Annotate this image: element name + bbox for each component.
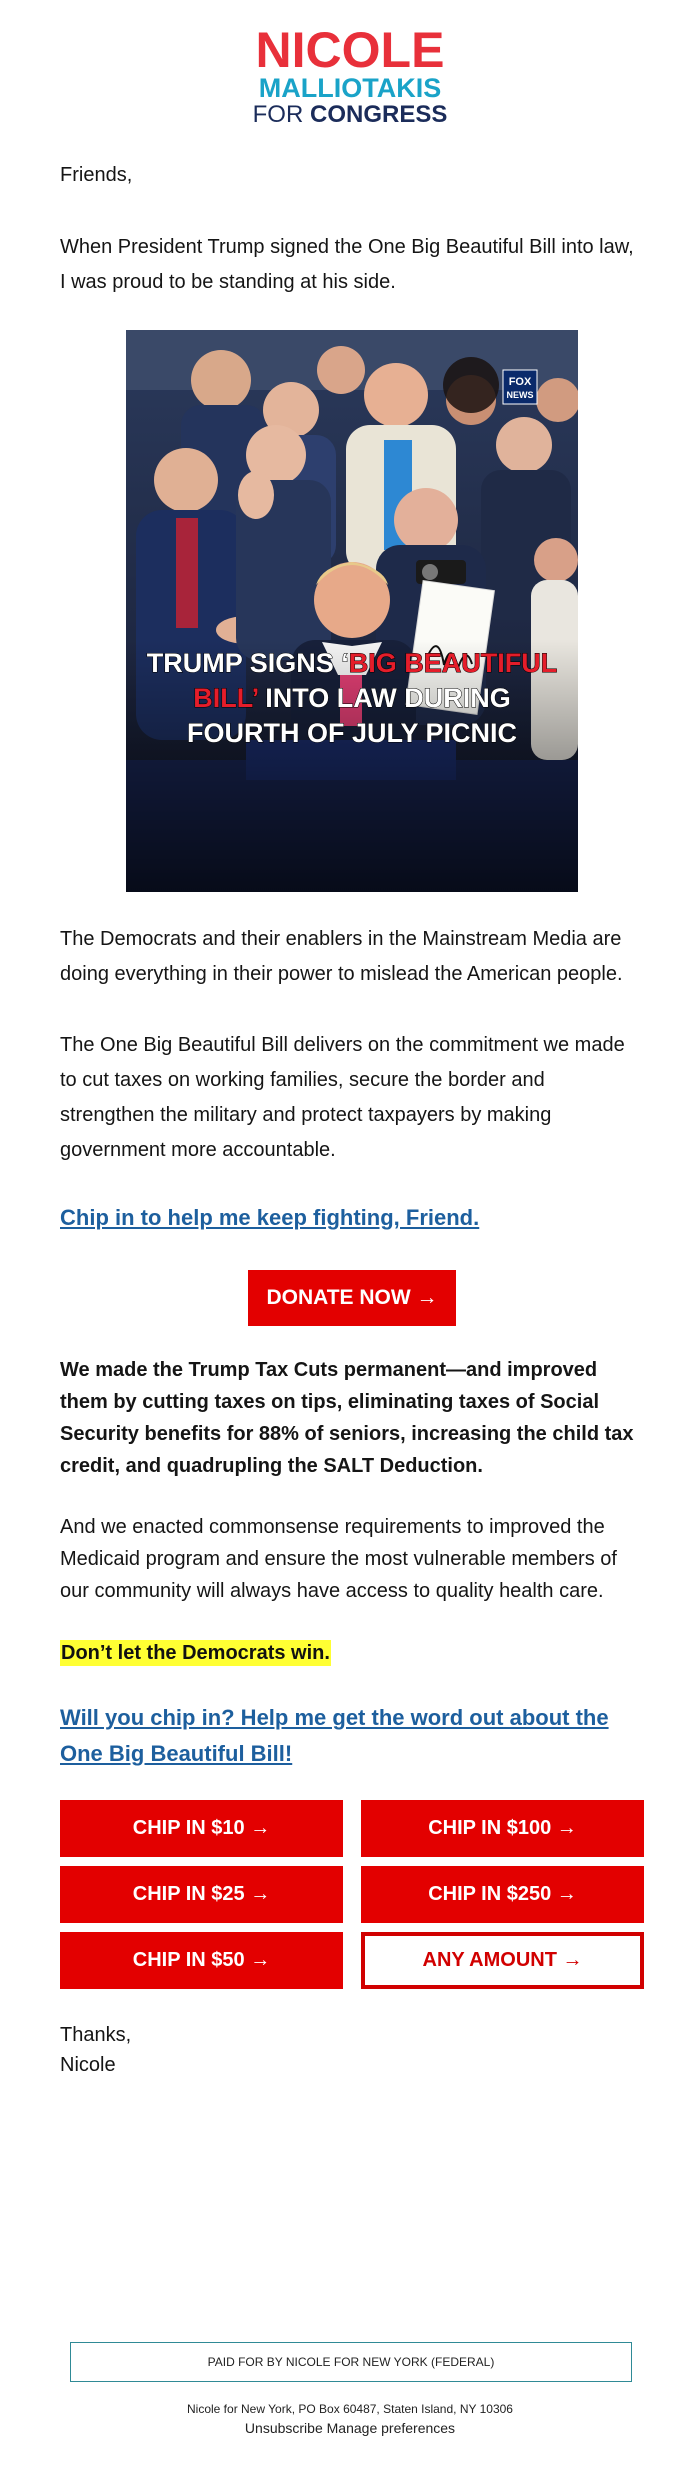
campaign-logo — [0, 22, 700, 128]
commitment-paragraph: The One Big Beautiful Bill delivers on the commitment we made to cut taxes on working families, secure the border and strengthen the military and protect taxpayers by making government more accountable. — [60, 1034, 625, 1161]
chip-in-word-out-link[interactable]: Will you chip in? Help me get the word out about the One Big Beautiful Bill! — [60, 1705, 609, 1766]
chip-in-50-button[interactable]: CHIP IN $50 → — [60, 1932, 343, 1989]
manage-preferences-link[interactable]: Manage preferences — [326, 2420, 456, 2436]
signoff-name: Nicole — [60, 2054, 116, 2076]
photo-illustration — [126, 330, 578, 892]
logo-for: FOR — [252, 101, 304, 128]
paid-for-disclaimer: PAID FOR BY NICOLE FOR NEW YORK (FEDERAL) — [70, 2342, 632, 2382]
fox-badge-line2: NEWS — [506, 390, 534, 400]
signoff-thanks: Thanks, — [60, 2024, 132, 2046]
chip-in-100-button[interactable]: CHIP IN $100 → — [361, 1800, 644, 1857]
dont-let-democrats-win: Don’t let the Democrats win. — [61, 1642, 330, 1664]
logo-congress: CONGRESS — [309, 101, 448, 128]
donate-now-button[interactable]: DONATE NOW → — [248, 1270, 456, 1326]
unsubscribe-link[interactable]: Unsubscribe — [244, 2420, 323, 2436]
photo-headline-line-1: TRUMP SIGNS ‘BIG BEAUTIFUL — [146, 648, 558, 678]
footer-address: Nicole for New York, PO Box 60487, Staten Island, NY 10306 — [187, 2402, 513, 2416]
any-amount-button[interactable]: ANY AMOUNT → — [361, 1932, 644, 1989]
bill-signing-photo — [126, 330, 578, 892]
photo-headline-line-3: FOURTH OF JULY PICNIC — [186, 718, 518, 748]
medicaid-paragraph: And we enacted commonsense requirements to improved the Medicaid program and ensure the most vulnerable members of our community will always have access to quality health care. — [60, 1516, 617, 1602]
logo-line-1: NICOLE — [255, 22, 445, 78]
media-paragraph: The Democrats and their enablers in the Mainstream Media are doing everything in their power to mislead the American people. — [60, 928, 623, 985]
greeting: Friends, — [60, 164, 133, 186]
photo-headline-line-2: BILL’ INTO LAW DURING — [193, 683, 511, 713]
fox-news-logo — [503, 370, 537, 404]
fox-badge-line1: FOX — [508, 376, 532, 388]
chip-in-fighting-link[interactable]: Chip in to help me keep fighting, Friend. — [60, 1205, 480, 1230]
chip-in-10-button[interactable]: CHIP IN $10 → — [60, 1800, 343, 1857]
chip-in-250-button[interactable]: CHIP IN $250 → — [361, 1866, 644, 1923]
intro-paragraph: When President Trump signed the One Big Beautiful Bill into law, I was proud to be standing at his side. — [60, 236, 634, 293]
footer-links — [0, 2420, 700, 2436]
logo-line-2: MALLIOTAKIS — [258, 73, 442, 103]
logo-line-3 — [0, 102, 700, 128]
tax-cuts-paragraph: We made the Trump Tax Cuts permanent—and improved them by cutting taxes on tips, eliminating taxes of Social Security benefits for 88% of seniors, increasing the child tax credit, and quadrupling the SALT Deduction. — [60, 1359, 634, 1477]
chip-in-25-button[interactable]: CHIP IN $25 → — [60, 1866, 343, 1923]
highlight-line — [60, 1638, 640, 1670]
